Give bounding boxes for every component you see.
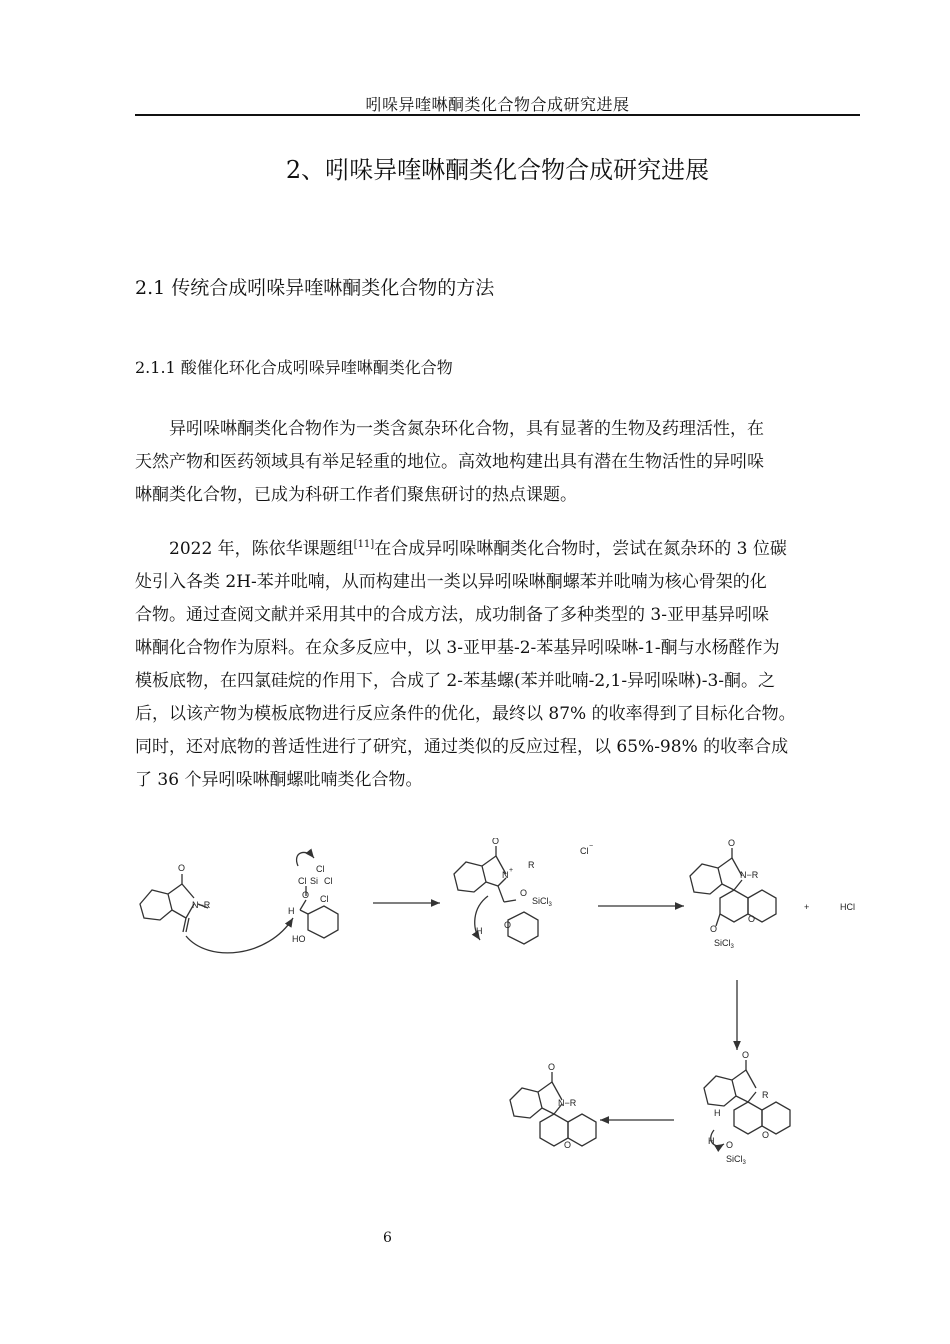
label-n-r: N−R [192,900,211,910]
paragraph-line: 了 36 个异吲哚啉酮螺吡喃类化合物。 [135,770,423,790]
header-rule [135,114,860,116]
paragraph-line: 异吲哚啉酮类化合物作为一类含氮杂环化合物，具有显著的生物及药理活性，在 [169,419,764,439]
label-plus-sign: + [804,902,810,912]
chapter-title: 2、吲哚异喹啉酮类化合物合成研究进展 [285,156,710,184]
label-o: O [504,920,512,930]
reaction-scheme [128,838,868,1178]
paragraph-line: 同时，还对底物的普适性进行了研究，通过类似的反应过程，以 65%-98% 的收率合成 [135,737,789,757]
paragraph-line: 啉酮化合物作为原料。在众多反应中，以 3-亚甲基-2-苯基异吲哚啉-1-酮与水杨醛作为 [135,638,780,658]
label-sicl3: SiCl$_3$ [726,1154,746,1166]
section-title: 2.1 传统合成吲哚异喹啉酮类化合物的方法 [135,277,495,299]
paragraph-1 [135,413,860,512]
label-cl: Cl [298,876,307,886]
paragraph-line: 啉酮类化合物，已成为科研工作者们聚焦研讨的热点课题。 [135,485,577,505]
label-o: O [710,924,718,934]
label-r: R [528,860,535,870]
label-hcl: HCl [840,902,855,912]
label-o: O [548,1062,556,1072]
label-n-plus: N [502,870,509,880]
label-h: H [708,1136,715,1146]
label-cl-minus: Cl [580,846,589,856]
paragraph-text: 2022 年，陈依华课题组 [169,539,354,559]
molecule-1-structure [140,874,293,953]
citation-ref: [11] [353,539,375,550]
label-plus: + [509,867,514,874]
label-minus: − [589,843,594,850]
label-o: O [762,1130,770,1140]
final-product-structure [510,1072,596,1146]
label-o: O [726,1140,734,1150]
paragraph-line: 天然产物和医药领域具有举足轻重的地位。高效地构建出具有潜在生物活性的异吲哚 [135,452,764,472]
label-o: O [728,838,736,848]
label-si: Si [310,876,319,886]
label-sicl3: SiCl$_3$ [532,896,552,908]
label-cl: Cl [320,894,329,904]
paragraph-text: 在合成异吲哚啉酮类化合物时，尝试在氮杂环的 3 位碳 [374,539,787,559]
label-h: H [476,926,483,936]
label-o: O [302,890,310,900]
label-o: O [742,1050,750,1060]
label-o: O [178,863,186,873]
paragraph-line: 合物。通过查阅文献并采用其中的合成方法，成功制备了多种类型的 3-亚甲基异吲哚 [135,605,769,625]
label-n-r: N−R [740,870,759,880]
label-o: O [492,838,500,846]
product-1-structure [690,848,776,926]
label-sicl3: SiCl$_3$ [714,938,734,950]
label-r: R [762,1090,769,1100]
label-o: O [564,1140,572,1150]
label-h: H [714,1108,721,1118]
label-h: H [288,906,295,916]
label-n-r: N−R [558,1098,577,1108]
label-o: O [748,914,756,924]
subsection-title: 2.1.1 酸催化环化合成吲哚异喹啉酮类化合物 [135,358,453,377]
paragraph-line: 模板底物，在四氯硅烷的作用下，合成了 2-苯基螺(苯并吡喃-2,1-异吲哚啉)-3-酮。之 [135,671,776,691]
label-cl: Cl [324,876,333,886]
running-header: 吲哚异喹啉酮类化合物合成研究进展 [365,95,630,114]
paragraph-line: 后，以该产物为模板底物进行反应条件的优化，最终以 87% 的收率得到了目标化合物。 [135,704,796,724]
page-number: 6 [383,1230,392,1246]
label-o: O [520,888,528,898]
paragraph-line: 处引入各类 2H-苯并吡喃，从而构建出一类以异吲哚啉酮螺苯并吡喃为核心骨架的化 [135,572,767,592]
label-cl: Cl [316,864,325,874]
paragraph-2 [135,528,860,797]
label-ho: HO [292,934,306,944]
intermediate-2-structure [704,1060,790,1146]
paragraph-line [135,528,860,566]
